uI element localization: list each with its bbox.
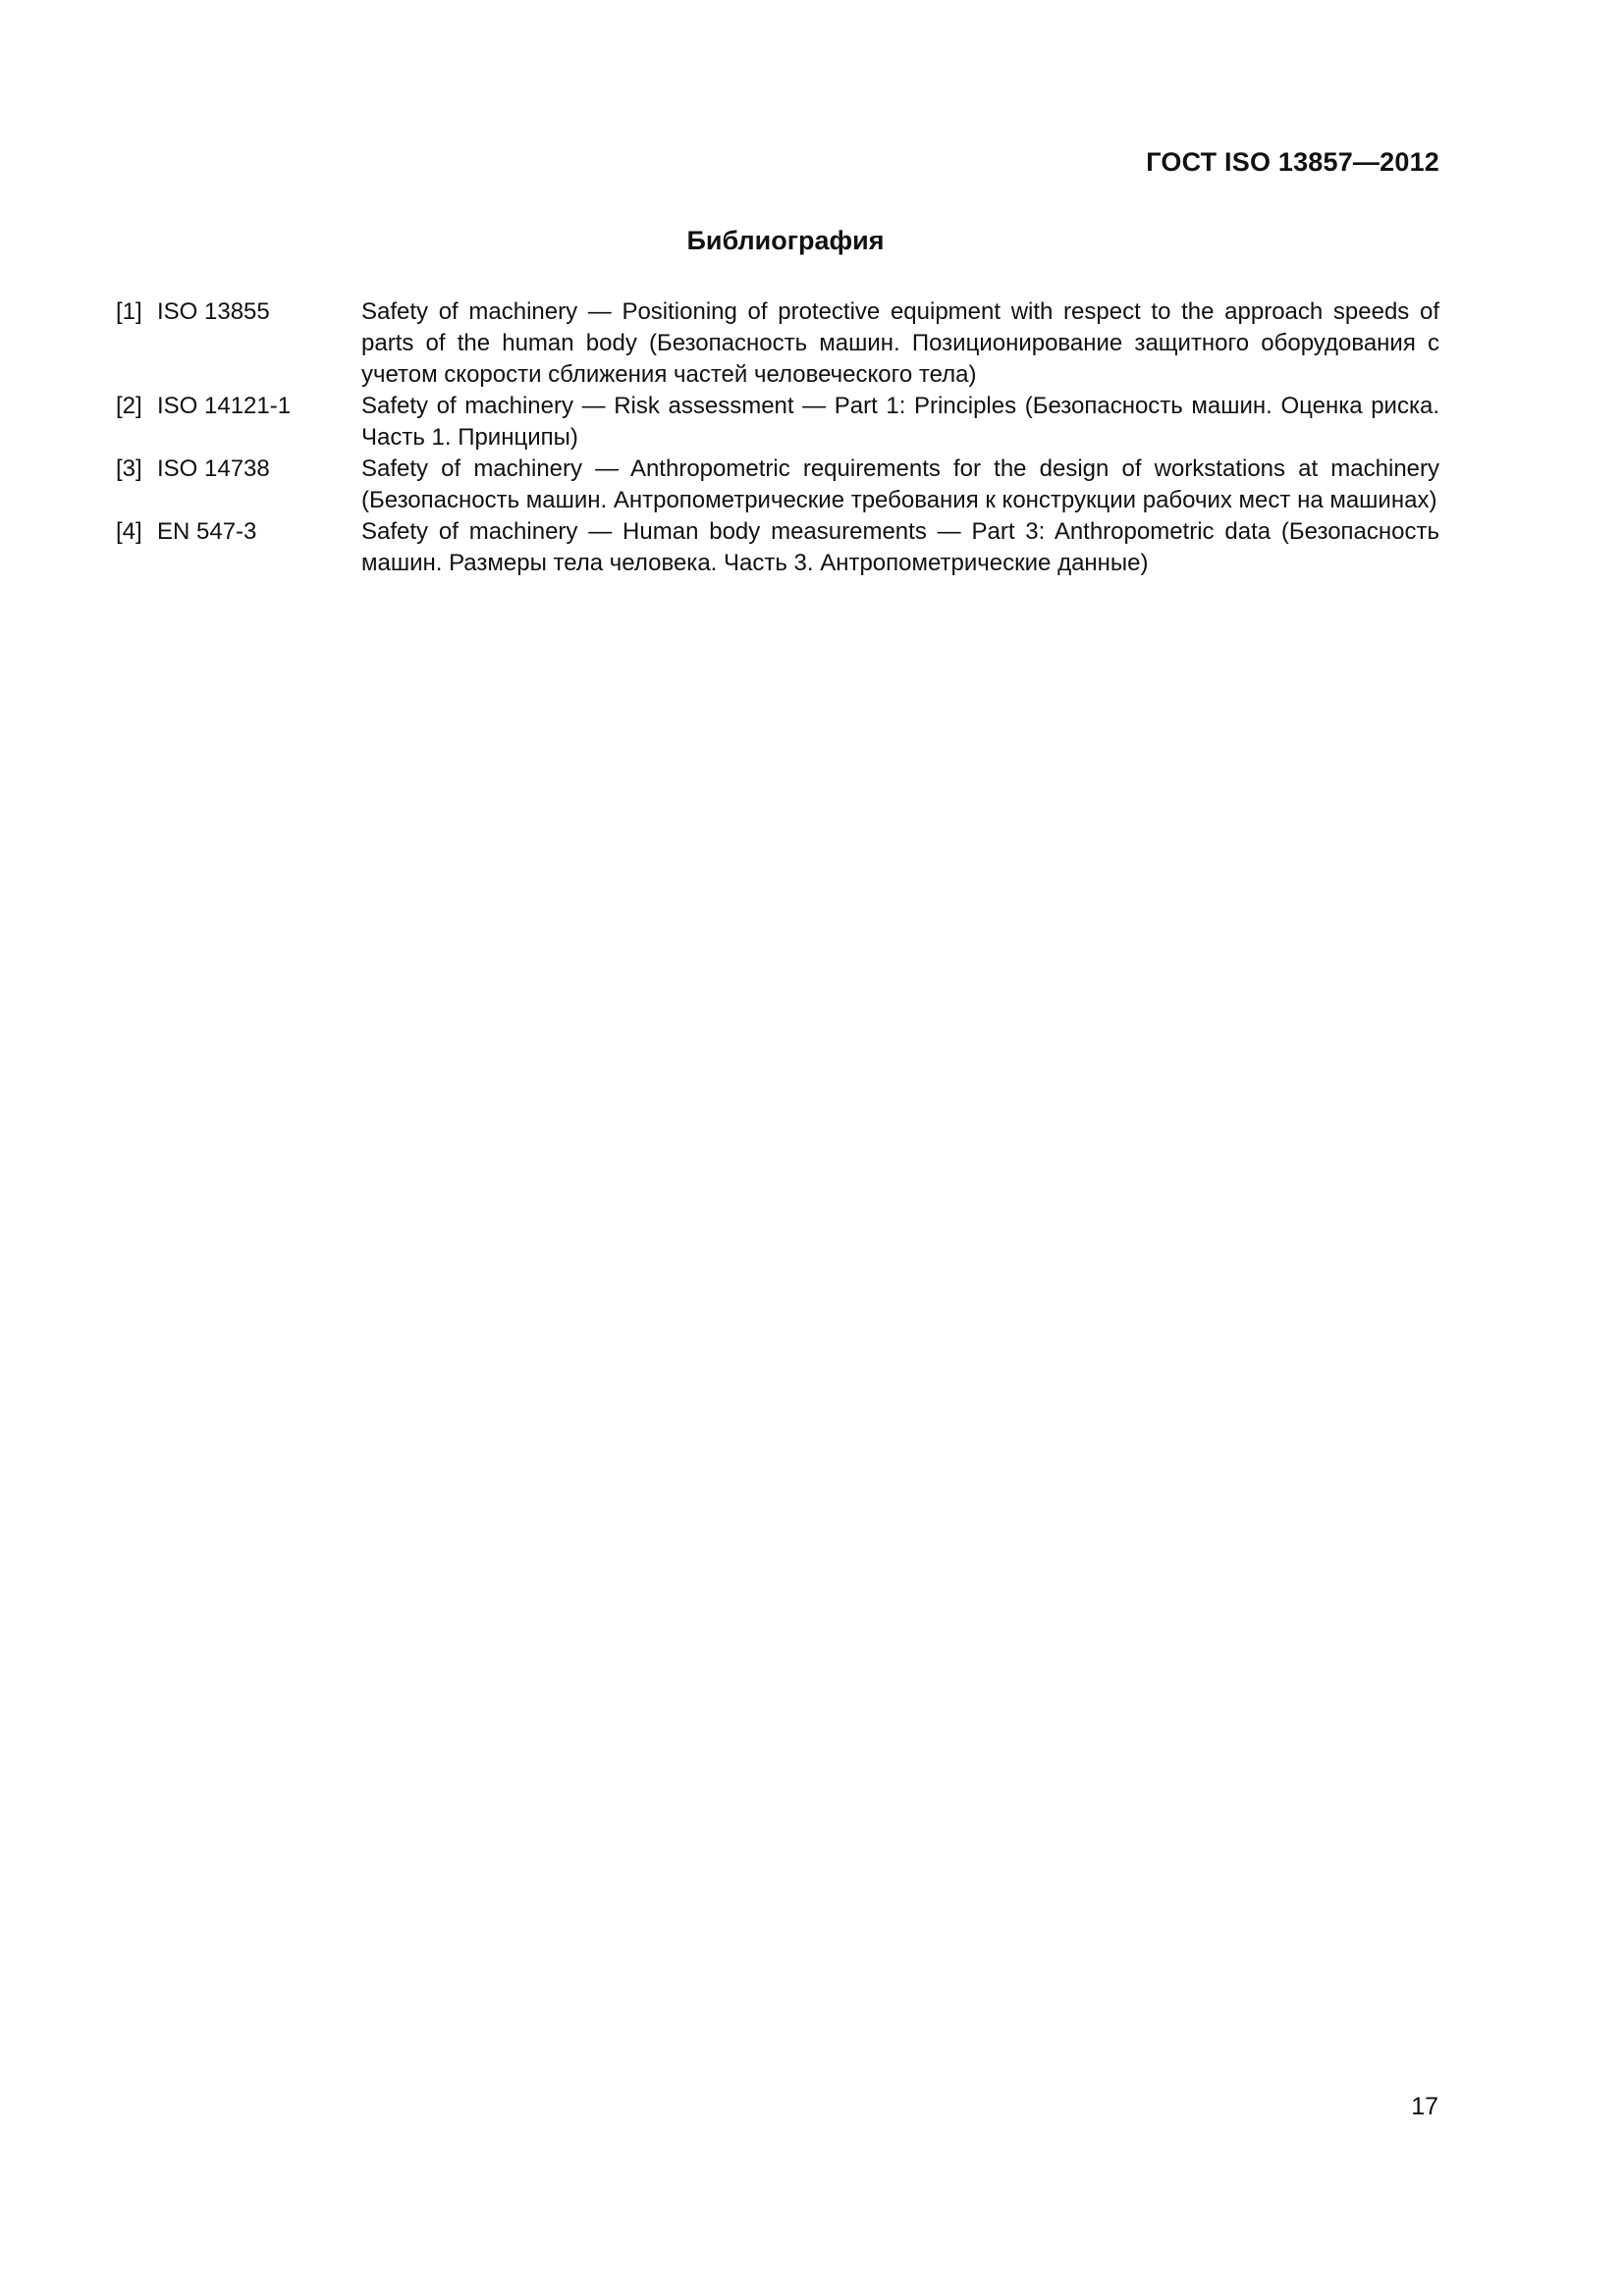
bibliography-entry [116,296,1439,391]
reference-code: EN 547-3 [157,518,257,545]
reference-code: ISO 13855 [157,298,270,325]
bibliography-reference [116,296,361,328]
bibliography-reference [116,391,361,422]
reference-title: Safety of machinery — Anthropometric requirements for the design of workstations at machinery (Безопасность машин. Антропометрические требования к конструкции рабочих мест на машинах) [361,455,1439,513]
reference-title: Safety of machinery — Human body measurements — Part 3: Anthropometric data (Безопасность машин. Размеры тела человека. Часть 3. Антропометрические данные) [361,518,1439,576]
reference-code: ISO 14121-1 [157,393,292,419]
page-number: 17 [1411,2093,1438,2120]
bibliography-entry [116,391,1439,454]
reference-title: Safety of machinery — Risk assessment — Part 1: Principles (Безопасность машин. Оценка риска. Часть 1. Принципы) [361,393,1439,451]
reference-number: [4] [116,518,142,545]
reference-title: Safety of machinery — Positioning of protective equipment with respect to the approach speeds of parts of the human body (Безопасность машин. Позиционирование защитного оборудования с учетом скорости сближения частей человеческого тела) [361,298,1439,388]
reference-number: [2] [116,393,142,419]
bibliography-reference [116,516,361,548]
bibliography-list [116,296,1439,579]
standard-designation: ГОСТ ISO 13857—2012 [1146,147,1439,177]
reference-code: ISO 14738 [157,455,270,482]
bibliography-reference [116,454,361,485]
reference-number: [1] [116,298,142,325]
section-title: Библиография [686,226,885,255]
reference-number: [3] [116,455,142,482]
bibliography-entry [116,516,1439,579]
bibliography-entry [116,454,1439,516]
